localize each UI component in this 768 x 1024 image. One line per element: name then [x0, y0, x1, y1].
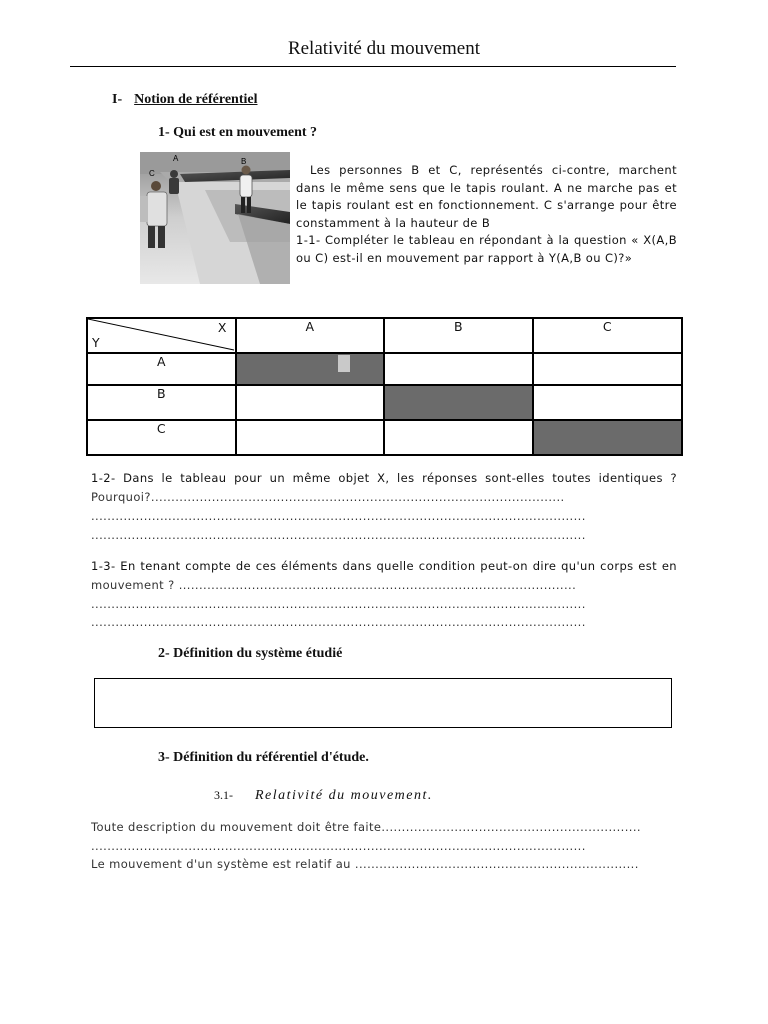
final-line-2[interactable]: .......................................................................................................................... [91, 839, 586, 853]
figure-label-b: B [241, 157, 247, 166]
question-2-heading: 2- Définition du système étudié [158, 646, 343, 661]
cell-c-c [533, 420, 683, 455]
page-title: Relativité du mouvement [287, 38, 481, 59]
row-header-b: B [87, 385, 236, 420]
cell-a-b[interactable] [384, 353, 533, 385]
cell-marker [338, 355, 350, 372]
answer-line[interactable]: .......................................................................................................................... [91, 597, 586, 611]
answer-line[interactable]: .......................................................................................................................... [91, 509, 586, 523]
col-header-a: A [236, 318, 385, 353]
section-1-number: I- [112, 92, 123, 107]
cell-a-a [236, 353, 385, 385]
cell-b-b [384, 385, 533, 420]
col-header-b: B [384, 318, 533, 353]
question-1-3-line-2[interactable]: mouvement ? .................................................................................................. [91, 578, 577, 592]
corner-diagonal [88, 319, 236, 352]
row-header-a: A [87, 353, 236, 385]
figure-label-c: C [149, 169, 155, 178]
cell-b-a[interactable] [236, 385, 385, 420]
section-1-heading [112, 92, 258, 108]
motion-table [86, 317, 683, 456]
corner-y-label: Y [92, 335, 100, 350]
question-1-1: 1-1- Compléter le tableau en répondant à la question « X(A,B ou C) est-il en mouvement par rapport à Y(A,B ou C)?» [296, 233, 677, 265]
question-1-3-line-1: 1-3- En tenant compte de ces éléments dans quelle condition peut-on dire qu'un corps est en [91, 559, 677, 573]
answer-line[interactable]: .......................................................................................................................... [91, 615, 586, 629]
question-1-2-line-1: 1-2- Dans le tableau pour un même objet X, les réponses sont-elles toutes identiques ? [91, 471, 677, 485]
final-line-3[interactable]: Le mouvement d'un système est relatif au ...................................................................... [91, 857, 639, 871]
cell-b-c[interactable] [533, 385, 683, 420]
subsection-3-1-number: 3.1- [214, 788, 233, 802]
cell-a-c[interactable] [533, 353, 683, 385]
cell-c-b[interactable] [384, 420, 533, 455]
cell-c-a[interactable] [236, 420, 385, 455]
title-underline [70, 66, 676, 67]
question-1-heading: 1- Qui est en mouvement ? [158, 125, 318, 140]
question-3-heading: 3- Définition du référentiel d'étude. [158, 750, 369, 765]
table-corner-cell [87, 318, 236, 353]
system-definition-box[interactable] [94, 678, 672, 728]
question-1-2-line-2[interactable]: Pourquoi?...................................................................................................... [91, 490, 565, 504]
figure-label-a: A [173, 154, 179, 163]
section-1-title: Notion de référentiel [134, 92, 258, 107]
intro-paragraph: Les personnes B et C, représentés ci-contre, marchent dans le même sens que le tapis roulant. A ne marche pas et le tapis roulant est en fonctionnement. C s'arrange pour être constamment à la hauteur de B [296, 163, 677, 230]
subsection-3-1-title: Relativité du mouvement. [255, 788, 433, 803]
corner-x-label: X [217, 320, 227, 335]
final-line-1[interactable]: Toute description du mouvement doit être faite................................................................ [91, 820, 641, 834]
subsection-3-1 [214, 784, 433, 804]
answer-line[interactable]: .......................................................................................................................... [91, 528, 586, 542]
col-header-c: C [533, 318, 683, 353]
moving-walkway-photo [140, 152, 290, 284]
row-header-c: C [87, 420, 236, 455]
intro-paragraph-block [296, 162, 677, 267]
